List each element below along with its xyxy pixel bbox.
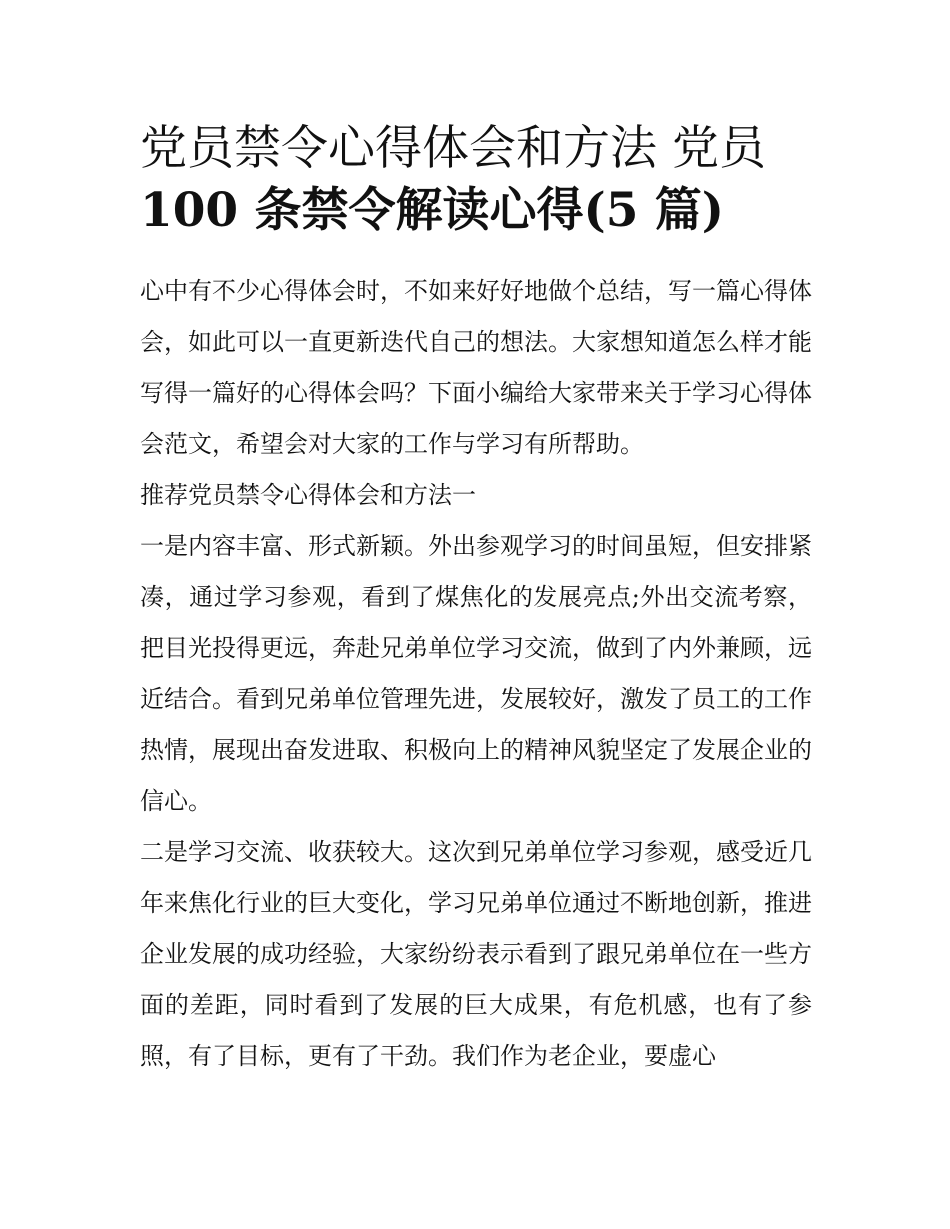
intro-paragraph: 心中有不少心得体会时，不如来好好地做个总结，写一篇心得体会，如此可以一直更新迭代自己的想法。大家想知道怎么样才能写得一篇好的心得体会吗？下面小编给大家带来关于学习心得体会范文，希望会对大家的工作与学习有所帮助。 bbox=[140, 277, 812, 458]
section-heading: 推荐党员禁令心得体会和方法一 bbox=[140, 481, 476, 509]
document-title bbox=[140, 118, 812, 242]
body-paragraph-2: 二是学习交流、收获较大。这次到兄弟单位学习参观，感受近几年来焦化行业的巨大变化，学习兄弟单位通过不断地创新，推进企业发展的成功经验，大家纷纷表示看到了跟兄弟单位在一些方面的差距，同时看到了发展的巨大成果，有危机感，也有了参照，有了目标，更有了干劲。我们作为老企业，要虚心 bbox=[140, 838, 812, 1070]
title-line-1: 党员禁令心得体会和方法 党员 bbox=[140, 121, 766, 176]
document-body bbox=[140, 266, 812, 1082]
body-paragraph-1: 一是内容丰富、形式新颖。外出参观学习的时间虽短，但安排紧凑，通过学习参观，看到了煤焦化的发展亮点;外出交流考察，把目光投得更远，奔赴兄弟单位学习交流，做到了内外兼顾，远近结合。看到兄弟单位管理先进，发展较好，激发了员工的工作热情，展现出奋发进取、积极向上的精神风貌坚定了发展企业的信心。 bbox=[140, 532, 812, 815]
document-content bbox=[140, 118, 812, 1082]
title-line-2: 100 条禁令解读心得(5 篇) bbox=[140, 183, 725, 238]
